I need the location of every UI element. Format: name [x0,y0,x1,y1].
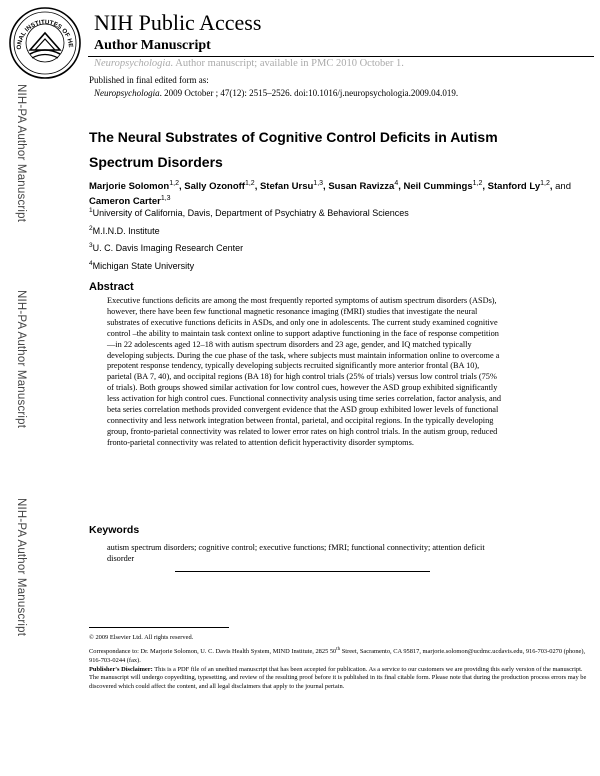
ordinal-suffix: th [336,647,341,652]
header-journal-name: Neuropsychologia. [94,58,174,69]
side-label: NIH-PA Author Manuscript [15,84,27,223]
nih-seal-logo [8,6,82,80]
author-affiliation-marker: 1,2 [540,180,550,187]
and-word: and [555,181,571,193]
header-title: NIH Public Access [94,10,262,35]
affiliation-number: 1 [89,207,93,214]
affiliation-text: University of California, Davis, Department of Psychiatry & Behavioral Sciences [92,208,409,218]
author-affiliation-marker: 1,3 [313,180,324,187]
correspondence-text: Street, Sacramento, CA 95817, marjorie.solomon@ucdmc.ucdavis.edu, 916-703-0270 (phone), 916-703-0244 (fax). [89,648,586,664]
author-name: Neil Cummings [403,181,473,193]
footnote-rule [89,627,229,628]
author-affiliation-marker: 1,2 [169,180,179,187]
abstract-heading: Abstract [89,281,134,293]
affiliation-number: 2 [89,225,93,232]
copyright-notice: © 2009 Elsevier Ltd. All rights reserved. [89,634,194,641]
citation [94,88,458,98]
header-journal-line [94,58,404,69]
abstract-body: Executive functions deficits are among the most frequently reported symptoms of autism spectrum disorders (ASDs), however, there have been few functional magnetic resonance imaging (fMRI) studies that investigate the neural substrates of executive functions deficits in ASDs, and only one in adolescents. The current study examined cognitive control –the ability to maintain task context online to support adaptive functioning in the face of response competition—in 22 adolescents aged 12–18 with autism spectrum disorders and 23 age, gender, and IQ matched typically developing subjects. During the cue phase of the task, where subjects must maintain information online to overcome a prepotent response tendency, typically developing subjects recruited significantly more anterior frontal (BA 10), parietal (BA 7, 40), and occipital regions (BA 18) for high control trials (25% of trials) versus low control trials (75% of trials). Both groups showed similar activation for low control cues, however the ASD group exhibited significantly less activation for high control cues. Functional connectivity analysis using time series correlation, factor analysis, and beta series correlation methods provided convergent evidence that the ASD group exhibited lower levels of functional connectivity and less network integration between frontal, parietal, and occipital regions. In the typically developing group, fronto-parietal connectivity was related to lower error rates on high control trials. In the autism group, reduced fronto-parietal connectivity was related to attention deficit hyperactivity disorder symptoms. [107,296,501,447]
publisher-disclaimer [89,666,589,691]
author-affiliation-marker: 4 [394,180,399,187]
affiliation [89,207,409,218]
section-divider [175,571,430,572]
author-name: Susan Ravizza [328,181,395,193]
published-in-label: Published in final edited form as: [89,75,209,85]
correspondence-note [89,646,589,665]
keywords-list: autism spectrum disorders; cognitive control; executive functions; fMRI; functional connectivity; attention deficit disorder [107,543,485,563]
author-affiliation-marker: 1,3 [160,195,171,203]
disclaimer-label: Publisher's Disclaimer: [89,666,153,673]
author-name: Stanford Ly [487,181,541,193]
side-label: NIH-PA Author Manuscript [15,498,27,637]
seal-lettering: ONAL INSTITUTES OF HE [15,18,75,50]
affiliation-text: M.I.N.D. Institute [92,226,160,236]
correspondence-text: Correspondance to: Dr. Marjorie Solomon, U. C. Davis Health System, MIND Institute, 2825 50 [89,648,337,656]
author-name: Stefan Ursu [259,181,314,193]
affiliation-number: 4 [89,260,93,267]
author-affiliation-marker: 1,2 [472,180,483,187]
affiliation-number: 3 [89,242,93,249]
citation-journal: Neuropsychologia [94,88,160,98]
author-affiliation-marker: 1,2 [244,180,255,187]
header-rule [88,56,594,57]
affiliation [89,260,194,271]
author-name: Sally Ozonoff [184,181,245,193]
header-subtitle: Author Manuscript [94,38,211,53]
affiliation [89,242,243,253]
paper-title: The Neural Substrates of Cognitive Control Deficits in Autism Spectrum Disorders [89,129,498,170]
author-list: Marjorie Solomon$^{1,2}$, Sally Ozonoff$^{1,2}$, Stefan Ursu$^{1,3}$, Susan Ravizza$^4$, Neil Cummings$^{1,2}$, Stanford Ly$^{1,2}$, and Cameron Carter$^{1,3}$ [89,180,571,208]
disclaimer-text: This is a PDF file of an unedited manuscript that has been accepted for publication. As a service to our customers we are providing this early version of the manuscript. The manuscript will undergo copyediting, typesetting, and review of the resulting proof before it is published in its final citable form. Please note that during the production process errors may be discovered which could affect the content, and all legal disclaimers that apply to the journal pertain. [89,666,587,690]
author-name: Cameron Carter [89,196,161,208]
affiliation-text: U. C. Davis Imaging Research Center [92,243,244,253]
affiliation [89,225,160,236]
author-name: Marjorie Solomon [89,181,170,193]
citation-details: . 2009 October ; 47(12): 2515–2526. doi:10.1016/j.neuropsychologia.2009.04.019. [159,88,459,98]
header-availability: Author manuscript; available in PMC 2010 October 1. [173,58,404,69]
keywords-heading: Keywords [89,524,140,536]
affiliation-text: Michigan State University [92,261,195,271]
side-label: NIH-PA Author Manuscript [15,290,27,429]
